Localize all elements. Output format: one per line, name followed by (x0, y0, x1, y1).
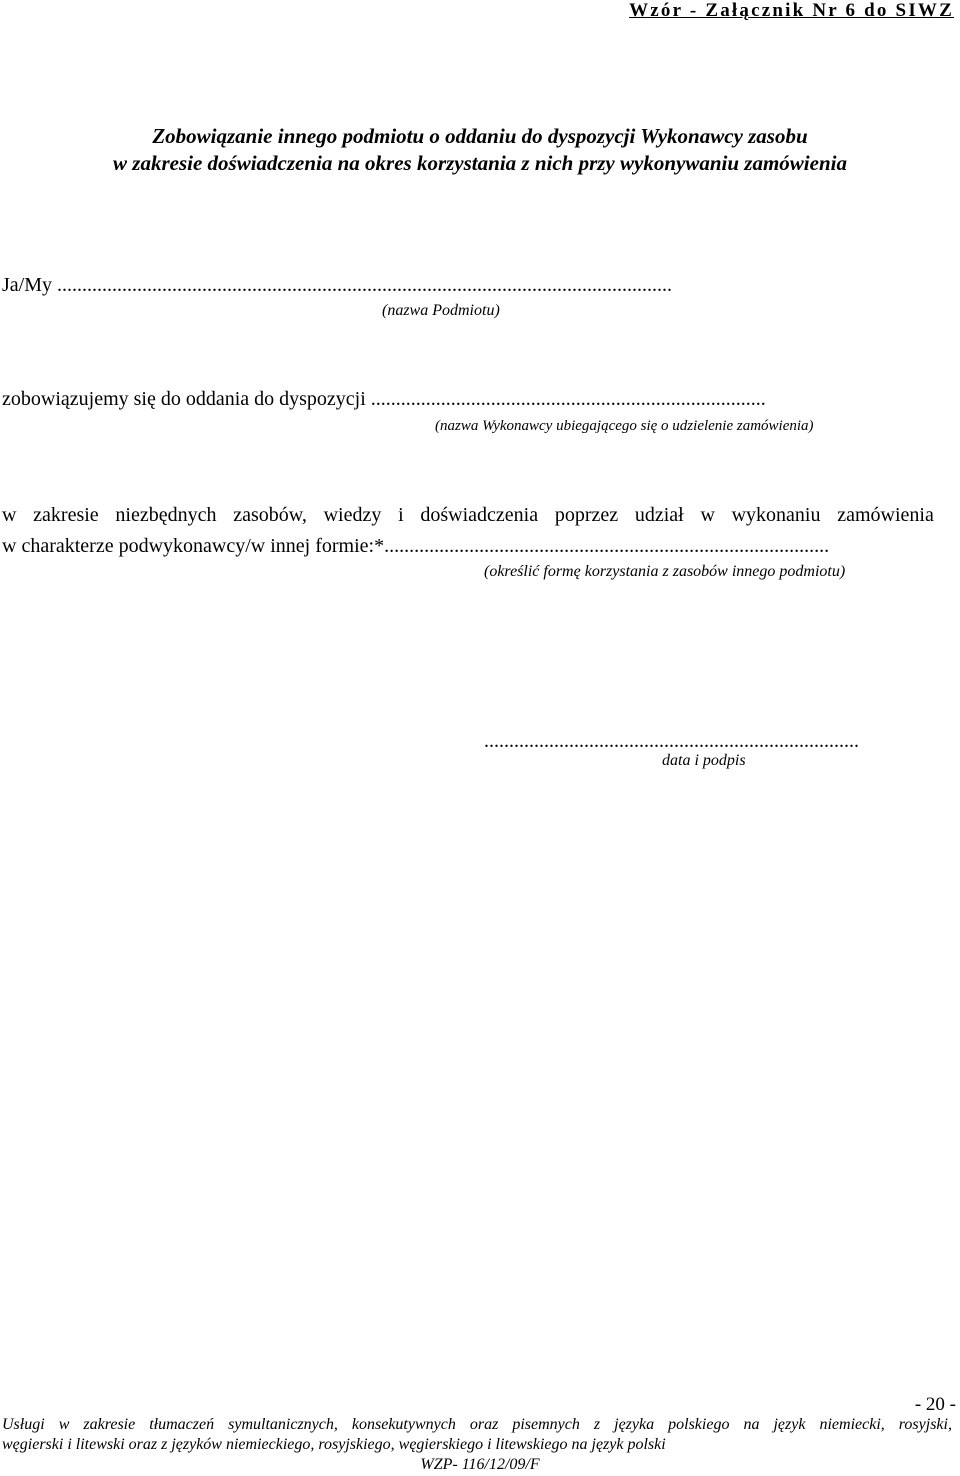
scope-line-word: w (700, 504, 715, 526)
scope-line-word: doświadczenia (420, 504, 539, 526)
scope-line-word: zasobów, (233, 504, 307, 526)
footer-line-1-word: na (743, 1416, 760, 1433)
caption-entity-name: (nazwa Podmiotu) (382, 302, 500, 319)
footer-line-1-word: języka (614, 1416, 655, 1433)
scope-line-word: zakresie (33, 504, 99, 526)
annex-label: Wzór - Załącznik Nr 6 do SIWZ (629, 0, 954, 21)
page-number: - 20 - (914, 1394, 956, 1415)
footer-line-1-word: polskiego (668, 1416, 730, 1433)
footer-reference: WZP- 116/12/09/F (420, 1456, 540, 1473)
caption-usage-form: (określić formę korzystania z zasobów innego podmiotu) (484, 563, 846, 580)
document-title-line-2: w zakresie doświadczenia na okres korzystania z nich przy wykonywaniu zamówienia (113, 151, 847, 175)
footer-line-1-word: język (773, 1416, 806, 1433)
scope-line-word: zamówienia (837, 504, 934, 526)
role-line: w charakterze podwykonawcy/w innej formie:*......................................................................................... (2, 535, 830, 557)
footer-line-1 (2, 1416, 952, 1434)
footer-line-1-word: zakresie (83, 1416, 136, 1433)
declarant-line: Ja/My ........................................................................................................................... (2, 274, 672, 296)
footer-line-1-word: symultanicznych, (228, 1416, 338, 1433)
signature-label: data i podpis (662, 752, 746, 769)
footer-line-1-word: Usługi (2, 1416, 45, 1433)
footer-line-1-word: tłumaczeń (149, 1416, 215, 1433)
scope-line-word: wykonaniu (731, 504, 821, 526)
scope-line-word: niezbędnych (115, 504, 217, 526)
scope-line-word: w (2, 504, 17, 526)
signature-dots: ........................................................................... (484, 730, 859, 752)
footer-line-1-word: konsekutywnych (351, 1416, 456, 1433)
scope-line-word: wiedzy (323, 504, 382, 526)
caption-contractor-name: (nazwa Wykonawcy ubiegającego się o udzielenie zamówienia) (435, 418, 814, 434)
footer-line-1-word: z (593, 1416, 601, 1433)
scope-line-word: udział (634, 504, 684, 526)
scope-line-word: i (398, 504, 404, 526)
footer-line-1-word: w (58, 1416, 70, 1433)
commitment-line: zobowiązujemy się do oddania do dyspozycji ............................................................................... (2, 388, 766, 410)
footer-line-1-word: niemiecki, (819, 1416, 885, 1433)
footer-line-1-word: oraz (469, 1416, 499, 1433)
footer-line-2: węgierski i litewski oraz z języków niemieckiego, rosyjskiego, węgierskiego i litewskiego na język polski (2, 1436, 666, 1453)
footer-line-1-word: pisemnych (512, 1416, 580, 1433)
scope-line (2, 504, 934, 527)
document-title-line-1: Zobowiązanie innego podmiotu o oddaniu do dyspozycji Wykonawcy zasobu (152, 124, 808, 148)
scope-line-word: poprzez (554, 504, 619, 526)
footer-line-1-word: rosyjski, (898, 1416, 952, 1433)
